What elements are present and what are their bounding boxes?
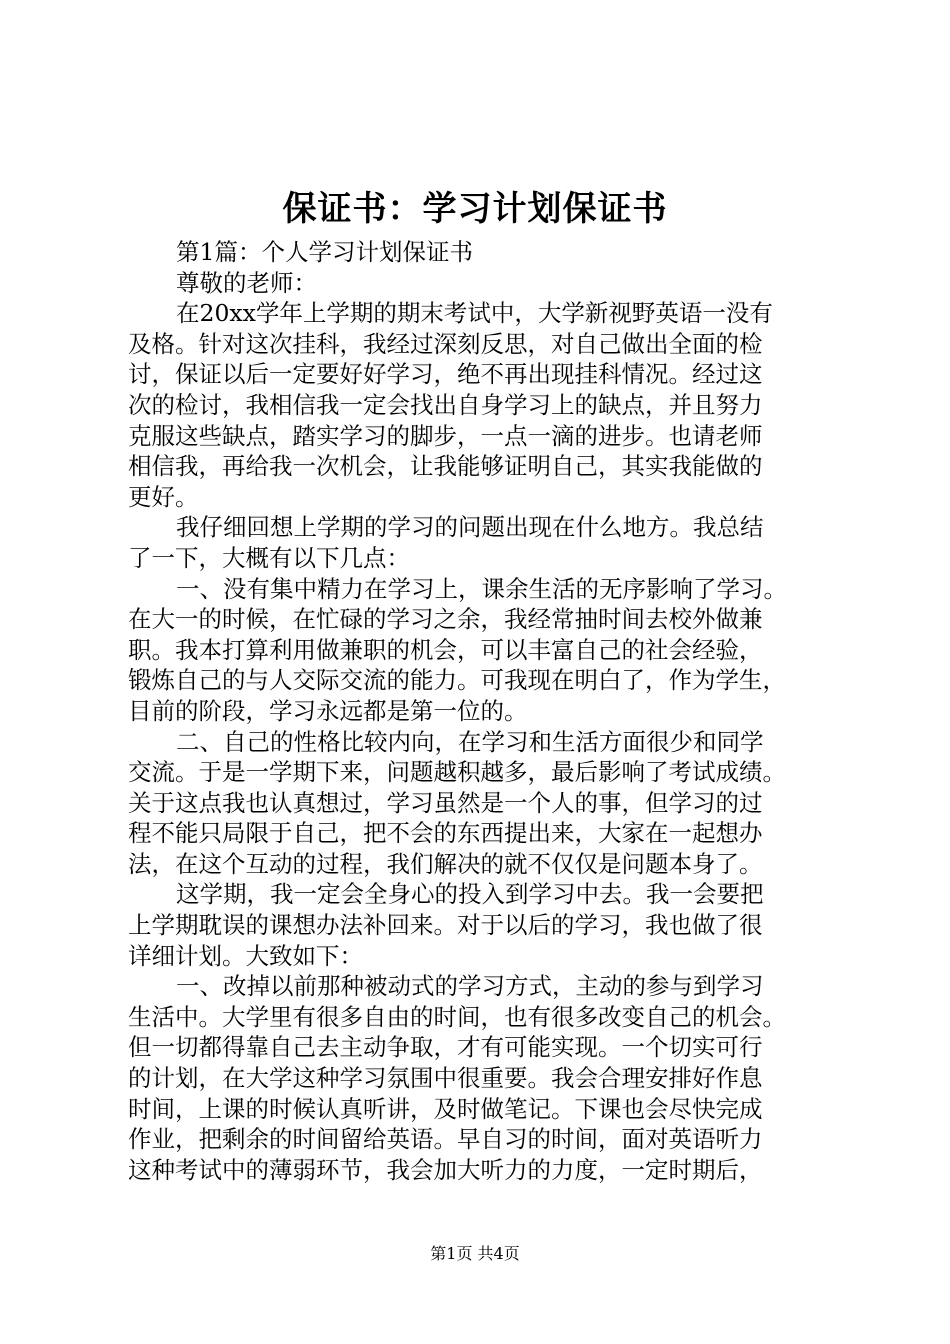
text-line: 这学期，我一定会全身心的投入到学习中去。我一会要把 bbox=[176, 880, 764, 909]
text-line: 但一切都得靠自己去主动争取，才有可能实现。一个切实可行 bbox=[128, 1033, 763, 1062]
text-line: 一、没有集中精力在学习上，课余生活的无序影响了学习。 bbox=[176, 574, 787, 603]
text-line: 交流。于是一学期下来，问题越积越多，最后影响了考试成绩。 bbox=[128, 758, 786, 787]
text-line: 二、自己的性格比较内向，在学习和生活方面很少和同学 bbox=[176, 727, 764, 756]
text-line: 时间，上课的时候认真听讲，及时做笔记。下课也会尽快完成 bbox=[128, 1094, 763, 1123]
text-line: 目前的阶段，学习永远都是第一位的。 bbox=[128, 696, 528, 725]
text-line: 更好。 bbox=[128, 482, 199, 511]
text-line: 这种考试中的薄弱环节，我会加大听力的力度，一定时期后， bbox=[128, 1155, 763, 1184]
text-line: 了一下，大概有以下几点： bbox=[128, 543, 410, 572]
text-line: 作业，把剩余的时间留给英语。早自习的时间，面对英语听力 bbox=[128, 1125, 763, 1154]
document-title: 保证书：学习计划保证书 bbox=[282, 189, 668, 229]
text-line: 一、改掉以前那种被动式的学习方式，主动的参与到学习 bbox=[176, 972, 764, 1001]
document-body bbox=[128, 237, 856, 1185]
text-line: 锻炼自己的与人交际交流的能力。可我现在明白了，作为学生， bbox=[128, 666, 786, 695]
text-line: 相信我，再给我一次机会，让我能够证明自己，其实我能做的 bbox=[128, 452, 763, 481]
text-line: 克服这些缺点，踏实学习的脚步，一点一滴的进步。也请老师 bbox=[128, 421, 763, 450]
text-line: 生活中。大学里有很多自由的时间，也有很多改变自己的机会。 bbox=[128, 1002, 786, 1031]
page-footer: 第1页 共4页 bbox=[430, 1244, 520, 1263]
text-line: 上学期耽误的课想办法补回来。对于以后的学习，我也做了很 bbox=[128, 911, 763, 940]
text-line: 法，在这个互动的过程，我们解决的就不仅仅是问题本身了。 bbox=[128, 849, 763, 878]
text-line: 在20xx学年上学期的期末考试中，大学新视野英语一没有 bbox=[176, 299, 773, 328]
text-line: 及格。针对这次挂科，我经过深刻反思，对自己做出全面的检 bbox=[128, 329, 763, 358]
text-line: 职。我本打算利用做兼职的机会，可以丰富自己的社会经验， bbox=[128, 635, 763, 664]
text-line: 第1篇：个人学习计划保证书 bbox=[176, 238, 473, 266]
text-line: 我仔细回想上学期的学习的问题出现在什么地方。我总结 bbox=[176, 513, 764, 542]
text-line: 在大一的时候，在忙碌的学习之余，我经常抽时间去校外做兼 bbox=[128, 605, 763, 634]
text-line: 程不能只局限于自己，把不会的东西提出来，大家在一起想办 bbox=[128, 819, 763, 848]
text-line: 关于这点我也认真想过，学习虽然是一个人的事，但学习的过 bbox=[128, 788, 763, 817]
text-line: 尊敬的老师： bbox=[176, 268, 317, 297]
text-line: 的计划，在大学这种学习氛围中很重要。我会合理安排好作息 bbox=[128, 1064, 763, 1093]
text-line: 详细计划。大致如下： bbox=[128, 941, 363, 970]
text-line: 讨，保证以后一定要好好学习，绝不再出现挂科情况。经过这 bbox=[128, 360, 763, 389]
text-line: 次的检讨，我相信我一定会找出自身学习上的缺点，并且努力 bbox=[128, 390, 763, 419]
